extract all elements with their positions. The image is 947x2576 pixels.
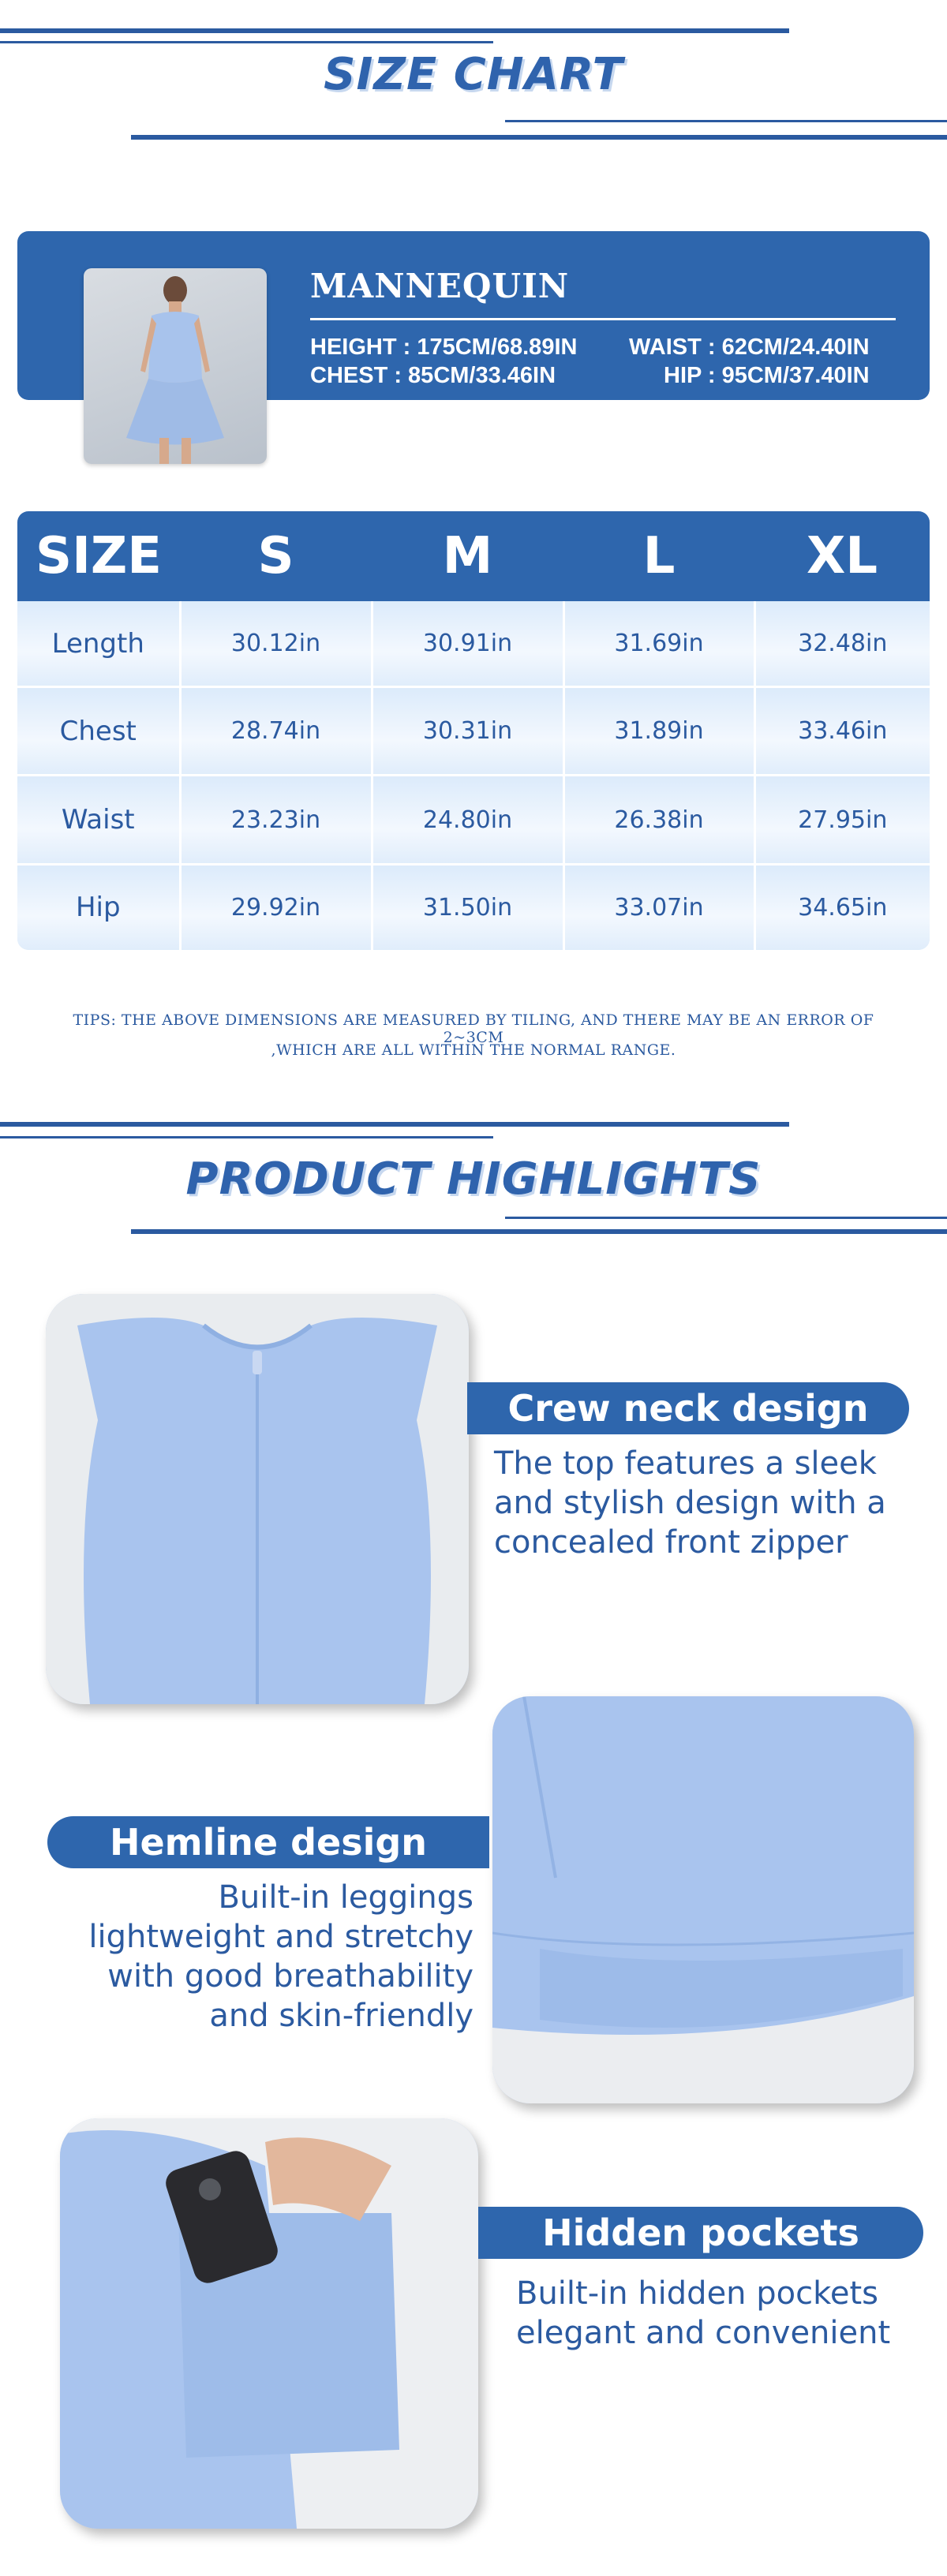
mannequin-divider xyxy=(310,318,896,320)
row-label-waist: Waist xyxy=(17,776,180,864)
hidden-pocket-icon xyxy=(60,2118,478,2529)
desc-line: and stylish design with a xyxy=(494,1485,886,1521)
mannequin-chest: CHEST : 85CM/33.46IN xyxy=(310,363,556,388)
desc-line: with good breathability xyxy=(107,1958,474,1995)
hemline-description xyxy=(32,1878,474,2036)
table-cell: 29.92in xyxy=(180,864,372,950)
crew-neck-description xyxy=(494,1444,936,1562)
header-l: L xyxy=(563,511,754,601)
table-cell: 23.23in xyxy=(180,776,372,864)
table-cell: 28.74in xyxy=(180,687,372,776)
table-cell: 32.48in xyxy=(754,601,930,687)
decor-line-top-right xyxy=(131,135,947,140)
model-figure-icon xyxy=(84,268,267,464)
hemline-photo xyxy=(492,1696,914,2103)
table-cell: 30.91in xyxy=(372,601,563,687)
mannequin-waist: WAIST : 62CM/24.40IN xyxy=(629,335,870,360)
header-s: S xyxy=(180,511,372,601)
product-highlights-title: PRODUCT HIGHLIGHTS xyxy=(185,1153,762,1205)
hemline-fabric-icon xyxy=(492,1696,914,2103)
header-m: M xyxy=(372,511,563,601)
table-row xyxy=(17,687,930,776)
desc-line: and skin-friendly xyxy=(209,1998,474,2034)
desc-line: The top features a sleek xyxy=(494,1445,877,1482)
decor-line-top-right-thin xyxy=(505,120,947,122)
crew-neck-title-pill: Crew neck design xyxy=(467,1382,909,1434)
desc-line: Built-in leggings xyxy=(218,1879,474,1916)
table-cell: 31.69in xyxy=(563,601,754,687)
table-cell: 34.65in xyxy=(754,864,930,950)
hidden-pockets-title-pill: Hidden pockets xyxy=(478,2207,923,2259)
crew-neck-photo xyxy=(46,1294,469,1704)
mannequin-height: HEIGHT : 175CM/68.89IN xyxy=(310,335,578,360)
decor-line-mid-left xyxy=(0,1122,789,1127)
size-table-header-row xyxy=(17,511,930,601)
hidden-pockets-photo xyxy=(60,2118,478,2529)
header-xl: XL xyxy=(754,511,930,601)
table-cell: 33.46in xyxy=(754,687,930,776)
table-cell: 26.38in xyxy=(563,776,754,864)
table-cell: 24.80in xyxy=(372,776,563,864)
decor-line-top-left-thin xyxy=(0,41,493,43)
desc-line: lightweight and stretchy xyxy=(88,1919,474,1955)
decor-line-mid-right xyxy=(131,1229,947,1234)
header-size: SIZE xyxy=(17,511,180,601)
decor-line-top-left xyxy=(0,28,789,33)
measurement-tips-line2: ,WHICH ARE ALL WITHIN THE NORMAL RANGE. xyxy=(271,1041,676,1059)
mannequin-title: MANNEQUIN xyxy=(310,267,570,305)
table-row xyxy=(17,864,930,950)
table-cell: 31.89in xyxy=(563,687,754,776)
row-label-chest: Chest xyxy=(17,687,180,776)
mannequin-photo xyxy=(84,268,267,464)
table-cell: 30.31in xyxy=(372,687,563,776)
table-cell: 30.12in xyxy=(180,601,372,687)
decor-line-mid-right-thin xyxy=(505,1217,947,1219)
table-cell: 27.95in xyxy=(754,776,930,864)
measurement-tips-line1: TIPS: THE ABOVE DIMENSIONS ARE MEASURED BY TILING, AND THERE MAY BE AN ERROR OF 2~3CM xyxy=(73,1011,874,1046)
row-label-hip: Hip xyxy=(17,864,180,950)
desc-line: concealed front zipper xyxy=(494,1524,848,1561)
size-table xyxy=(17,511,930,950)
row-label-length: Length xyxy=(17,601,180,687)
crew-neck-top-icon xyxy=(46,1294,469,1704)
table-row xyxy=(17,601,930,687)
size-chart-title: SIZE CHART xyxy=(324,49,623,100)
table-cell: 33.07in xyxy=(563,864,754,950)
desc-line: Built-in hidden pockets xyxy=(516,2275,878,2312)
hidden-pockets-description xyxy=(516,2274,934,2353)
table-row xyxy=(17,776,930,864)
decor-line-mid-left-thin xyxy=(0,1136,493,1138)
table-cell: 31.50in xyxy=(372,864,563,950)
mannequin-hip: HIP : 95CM/37.40IN xyxy=(664,363,870,388)
hemline-title-pill: Hemline design xyxy=(47,1816,489,1868)
desc-line: elegant and convenient xyxy=(516,2315,891,2351)
